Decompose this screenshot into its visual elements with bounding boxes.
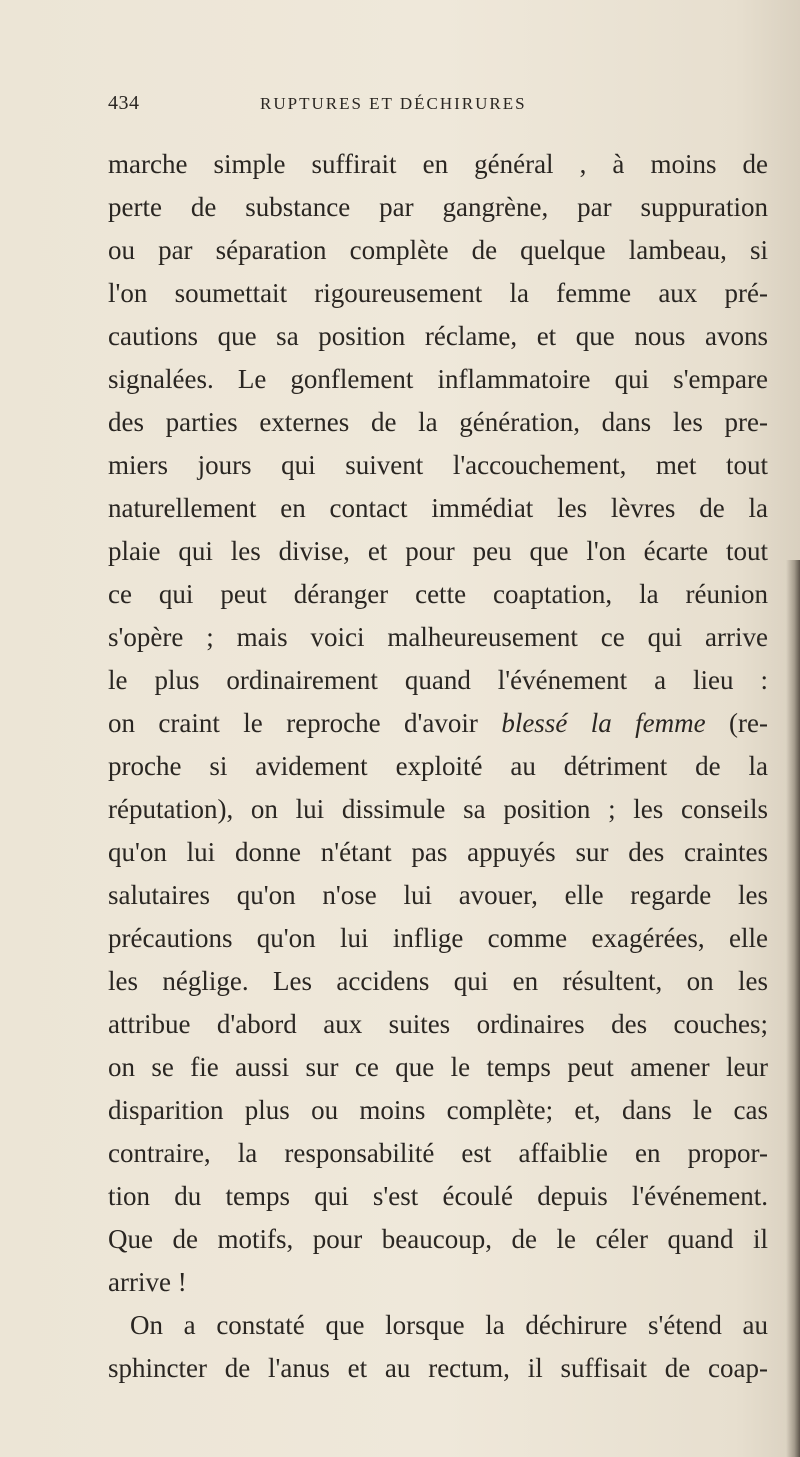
line-post: (re- [705,708,768,738]
text-line: le plus ordinairement quand l'événement a lieu : [108,665,768,695]
text-line: cautions que sa position réclame, et que nous avons [108,321,768,351]
text-line: réputation), on lui dissimule sa position ; les conseils [108,794,768,824]
text-line: naturellement en contact immédiat les lèvres de la [108,493,768,523]
paragraph-end-line: arrive ! [108,1267,187,1297]
text-line-with-italic [108,702,768,745]
text-line: l'on soumettait rigoureusement la femme aux pré- [108,278,768,308]
text-line: signalées. Le gonflement inflammatoire qui s'empare [108,364,768,394]
body-text [108,143,768,1390]
running-head: RUPTURES ET DÉCHIRURES [260,94,527,113]
text-line: tion du temps qui s'est écoulé depuis l'événement. [108,1181,768,1211]
page-edge-shadow [786,560,800,1457]
text-line: qu'on lui donne n'étant pas appuyés sur des craintes [108,837,768,867]
text-line: s'opère ; mais voici malheureusement ce qui arrive [108,622,768,652]
text-line: précautions qu'on lui inflige comme exagérées, elle [108,923,768,953]
text-line: disparition plus ou moins complète; et, dans le cas [108,1095,768,1125]
text-line: attribue d'abord aux suites ordinaires des couches; [108,1009,768,1039]
page-header [108,92,748,124]
text-line: proche si avidement exploité au détriment de la [108,751,768,781]
text-line: des parties externes de la génération, dans les pre- [108,407,768,437]
text-line: ou par séparation complète de quelque lambeau, si [108,235,768,265]
text-line: on se fie aussi sur ce que le temps peut amener leur [108,1052,768,1082]
text-line: sphincter de l'anus et au rectum, il suffisait de coap- [108,1353,768,1383]
text-line: salutaires qu'on n'ose lui avouer, elle regarde les [108,880,768,910]
italic-phrase: blessé la femme [501,708,706,738]
line-pre: on craint le reproche d'avoir [108,708,502,738]
text-line: perte de substance par gangrène, par suppuration [108,192,768,222]
page-number: 434 [108,92,140,114]
text-line: marche simple suffirait en général , à moins de [108,149,768,179]
text-line: miers jours qui suivent l'accouchement, met tout [108,450,768,480]
text-line: contraire, la responsabilité est affaiblie en propor- [108,1138,768,1168]
paragraph-start-line: On a constaté que lorsque la déchirure s'étend au [130,1310,768,1340]
text-line: les néglige. Les accidens qui en résultent, on les [108,966,768,996]
text-line: Que de motifs, pour beaucoup, de le céler quand il [108,1224,768,1254]
text-line: ce qui peut déranger cette coaptation, la réunion [108,579,768,609]
text-line: plaie qui les divise, et pour peu que l'on écarte tout [108,536,768,566]
